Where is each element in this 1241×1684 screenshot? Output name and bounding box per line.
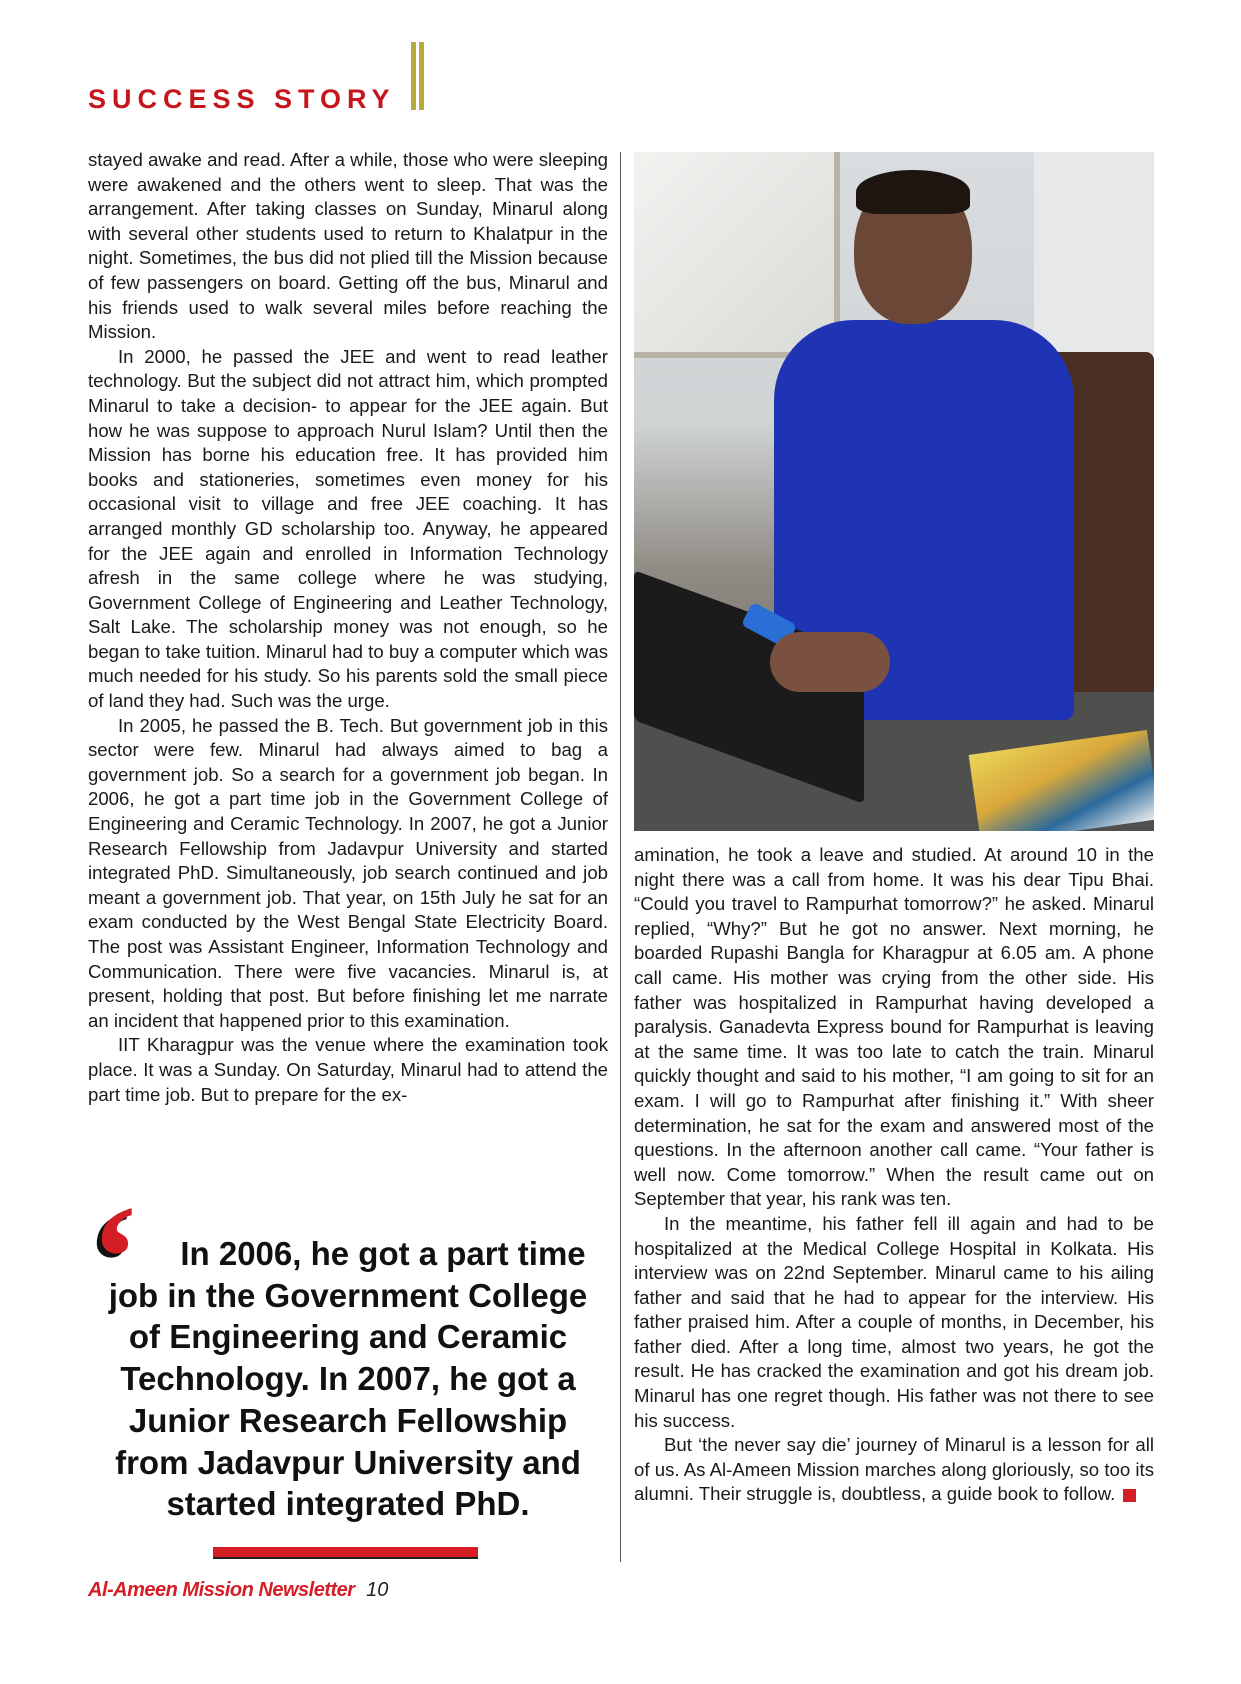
article-paragraph <box>634 1433 1154 1507</box>
pull-quote-rule <box>213 1547 478 1557</box>
header-divider-bars <box>411 42 425 110</box>
pull-quote-text: In 2006, he got a part time job in the Government College of Engineering and Ceramic Technology. In 2007, he got a Junior Research Fellowship from Jadavpur University and started integrated PhD. <box>108 1235 588 1523</box>
pull-quote-mark: ‘ <box>90 1175 140 1341</box>
article-paragraph: In 2005, he passed the B. Tech. But government job in this sector were few. Minarul had always aimed to bag a government job. So a search for a government job began. In 2006, he got a part time job in the Government College of Engineering and Ceramic Technology. In 2007, he got a Junior Research Fellowship from Jadavpur University and started integrated PhD. Simultaneously, job search continued and job meant a government job. That year, on 15th July he sat for an exam conducted by the West Bengal State Electricity Board. The post was Assistant Engineer, Information Technology and Communication. There were five vacancies. Minarul is, at present, holding that post. But before finishing let me narrate an incident that happened prior to this examination. <box>88 714 608 1031</box>
page-footer <box>88 1579 388 1602</box>
article-paragraph: In the meantime, his father fell ill again and had to be hospitalized at the Medical College Hospital in Kolkata. His interview was on 22nd September. Minarul came to his ailing father and said that he had to appear for the interview. His father praised him. After a couple of months, in December, his father died. After a long time, almost two years, he got the result. He has cracked the examination and got his dream job. Minarul has one regret though. His father was not there to see his success. <box>634 1212 1154 1431</box>
article-paragraph-text: But ‘the never say die’ journey of Minarul is a lesson for all of us. As Al-Ameen Mission marches along gloriously, so too its alumni. Their struggle is, doubtless, a guide book to follow. <box>634 1434 1154 1505</box>
article-paragraph: stayed awake and read. After a while, those who were sleeping were awakened and the others went to sleep. That was the arrangement. After taking classes on Sunday, Minarul along with several other students used to return to Khalatpur in the night. Sometimes, the bus did not plied till the Mission because of few passengers on board. Getting off the bus, Minarul and his friends used to walk several miles before reaching the Mission. <box>88 149 608 343</box>
pull-quote <box>94 1233 602 1525</box>
column-divider <box>620 152 621 1562</box>
portrait-photo <box>634 152 1154 831</box>
article-right-column <box>634 843 1154 1507</box>
section-title: SUCCESS STORY <box>88 84 396 114</box>
article-paragraph: IIT Kharagpur was the venue where the examination took place. It was a Sunday. On Saturday, Minarul had to attend the part time job. But to prepare for the ex- <box>88 1034 608 1105</box>
article-paragraph: amination, he took a leave and studied. At around 10 in the night there was a call from home. It was his dear Tipu Bhai. “Could you travel to Rampurhat tomorrow?” he asked. Minarul replied, “Why?” But he got no answer. Next morning, he boarded Rupashi Bangla for Kharagpur at 6.05 am. A phone call came. His mother was crying from the other side. His father was hospitalized in Rampurhat having developed a paralysis. Ganadevta Express bound for Rampurhat is leaving at the same time. It was too late to catch the train. Minarul quickly thought and said to his mother, “I am going to sit for an exam. I will go to Rampurhat after finishing it.” With sheer determination, he sat for the exam and answered most of the questions. In the afternoon another call came. “Your father is well now. Come tomorrow.” When the result came out on September that year, his rank was ten. <box>634 844 1154 1210</box>
article-paragraph: In 2000, he passed the JEE and went to read leather technology. But the subject did not attract him, which prompted Minarul to take a decision- to appear for the JEE again. But how he was suppose to approach Nurul Islam? Until then the Mission has borne his education free. It has provided him books and stationeries, sometimes even money for his occasional visit to village and free JEE coaching. It has arranged monthly GD scholarship too. Anyway, he appeared for the JEE again and enrolled in Information Technology afresh in the same college where he was studying, Government College of Engineering and Leather Technology, Salt Lake. The scholarship money was not enough, so he began to take tuition. Minarul had to buy a computer which was much needed for his study. So his parents sold the small piece of land they had. Such was the urge. <box>88 345 608 712</box>
end-of-article-mark <box>1123 1489 1136 1502</box>
page-number: 10 <box>366 1579 389 1601</box>
publication-name: Al-Ameen Mission Newsletter <box>88 1579 355 1601</box>
article-left-column <box>88 148 608 1107</box>
